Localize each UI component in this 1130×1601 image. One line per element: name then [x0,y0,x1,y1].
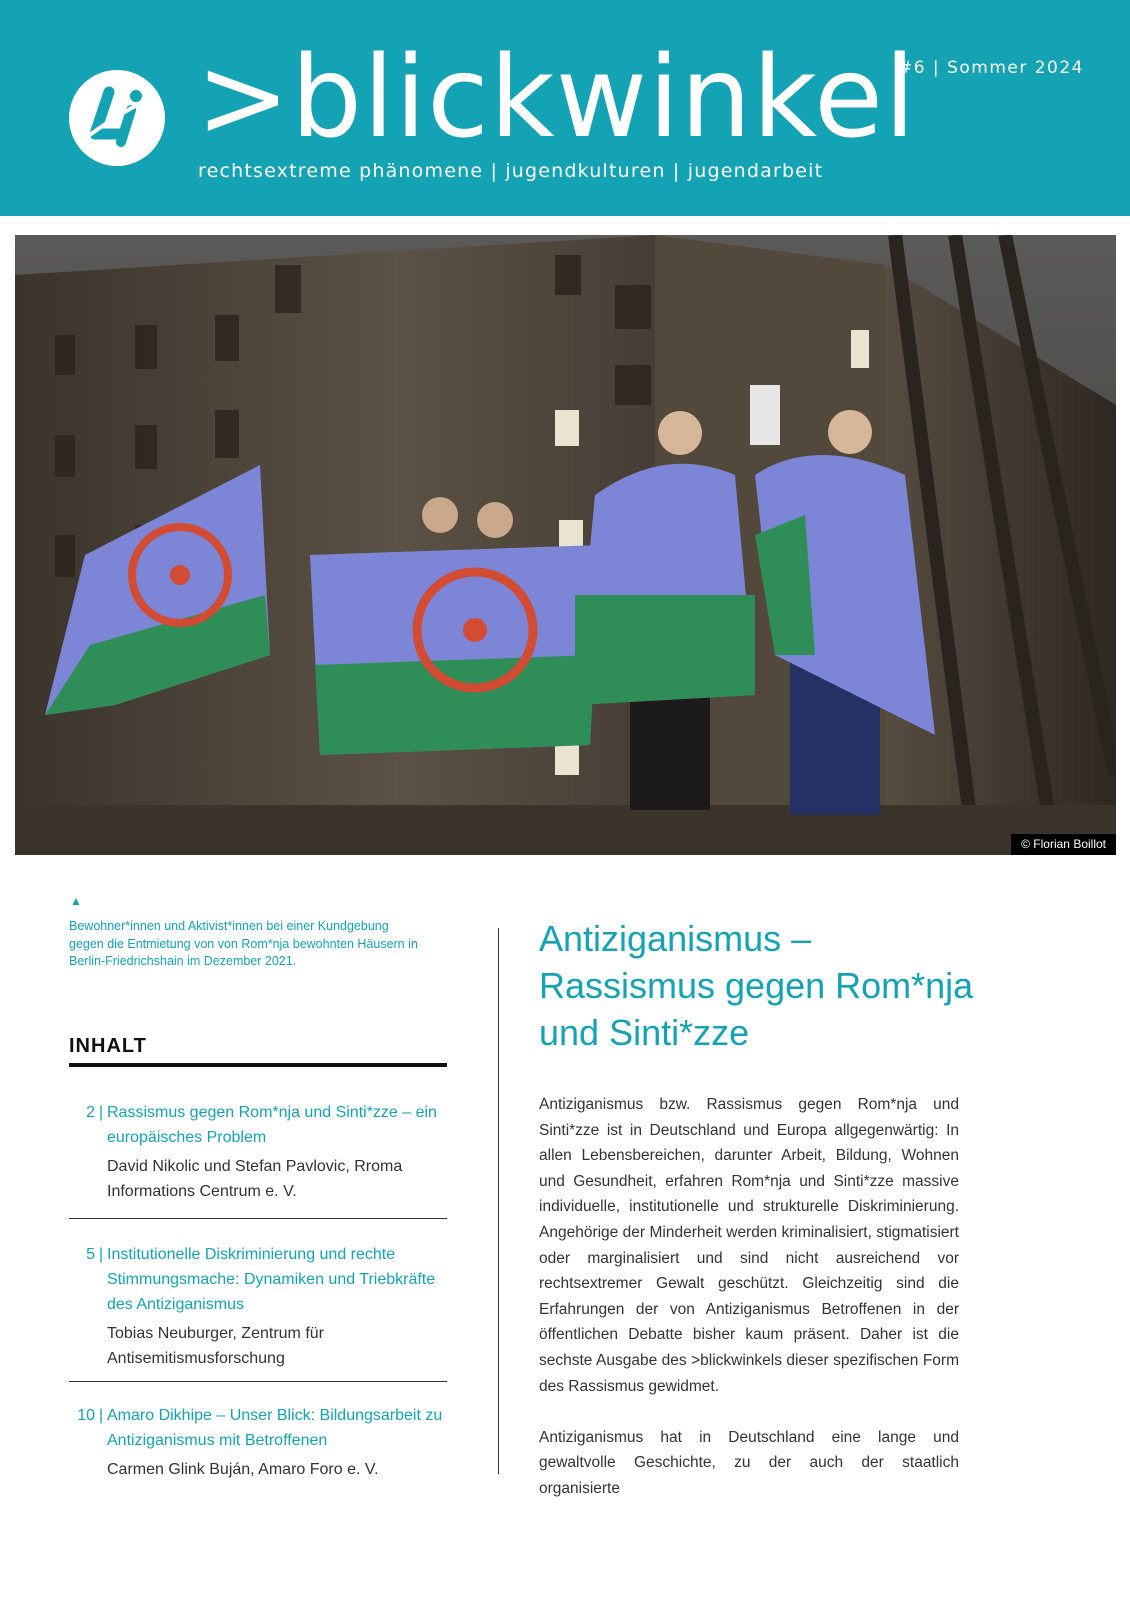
masthead-tagline: rechtsextreme phänomene | jugendkulturen | jugendarbeit [198,160,824,182]
toc-heading: INHALT [69,1035,147,1057]
issue-number: #6 | Sommer 2024 [897,58,1084,78]
logo [69,70,165,166]
toc-title[interactable]: Amaro Dikhipe – Unser Blick: Bildungsarbeit zu Antiziganismus mit Betroffenen [107,1407,443,1449]
toc-divider [69,1381,447,1382]
toc-entry[interactable] [69,1242,447,1371]
masthead [0,0,1130,216]
toc-author: David Nikolic und Stefan Pavlovic, Rroma Informations Centrum e. V. [107,1158,403,1200]
article-body [539,1092,959,1527]
article-paragraph: Antiziganismus bzw. Rassismus gegen Rom*nja und Sinti*zze ist in Deutschland und Europa allgegenwärtig: In allen Lebensbereichen, darunter Arbeit, Bildung, Wohnen und Gesundheit, erfahren Rom*nja und Sinti*zze massive individuelle, institutionelle und strukturelle Diskriminierung. Angehörige der Minderheit werden kriminalisiert, stigmatisiert oder marginalisiert und sind nicht ausreichend vor rechtsextremer Gewalt geschützt. Gleichzeitig sind die Erfahrungen der von Antiziganismus Betroffenen in der öffentlichen Debatte bisher kaum präsent. Daher ist die sechste Ausgabe des >blickwinkels dieser spezifischen Form des Rassismus gewidmet. [539,1096,959,1395]
photo-credit: © Florian Boillot [1011,834,1116,855]
li-logo-icon [69,70,165,166]
article-paragraph: Antiziganismus hat in Deutschland eine lange und gewaltvolle Geschichte, zu der auch der staatlich organisierte [539,1428,959,1497]
toc-title[interactable]: Institutionelle Diskriminierung und rechte Stimmungsmache: Dynamiken und Triebkräfte des Antiziganismus [107,1246,436,1313]
article-title: Antiziganismus – Rassismus gegen Rom*nja und Sinti*zze [539,918,974,1053]
toc-entry[interactable] [69,1100,447,1204]
toc-divider [69,1218,447,1219]
toc-page-number: 5 [86,1246,95,1263]
toc-separator: | [99,1246,104,1263]
toc-entry[interactable] [69,1403,447,1482]
toc-page-number: 2 [86,1104,95,1121]
toc-author: Carmen Glink Buján, Amaro Foro e. V. [107,1461,379,1478]
masthead-title: >blickwinkel [196,33,917,163]
toc-separator: | [99,1104,104,1121]
column-divider [498,928,499,1474]
caption-arrow-icon: ▲ [70,894,82,908]
toc-page-number: 10 [77,1407,95,1424]
toc-separator: | [99,1407,104,1424]
photo-caption: Bewohner*innen und Aktivist*innen bei einer Kundgebung gegen die Entmietung von von Rom*nja bewohnten Häusern in Berlin-Friedrichshain im Dezember 2021. [69,919,418,968]
toc-author: Tobias Neuburger, Zentrum für Antisemitismusforschung [107,1325,324,1367]
toc-rule [69,1063,447,1067]
toc-title[interactable]: Rassismus gegen Rom*nja und Sinti*zze – ein europäisches Problem [107,1104,437,1146]
cover-photo [15,235,1116,855]
